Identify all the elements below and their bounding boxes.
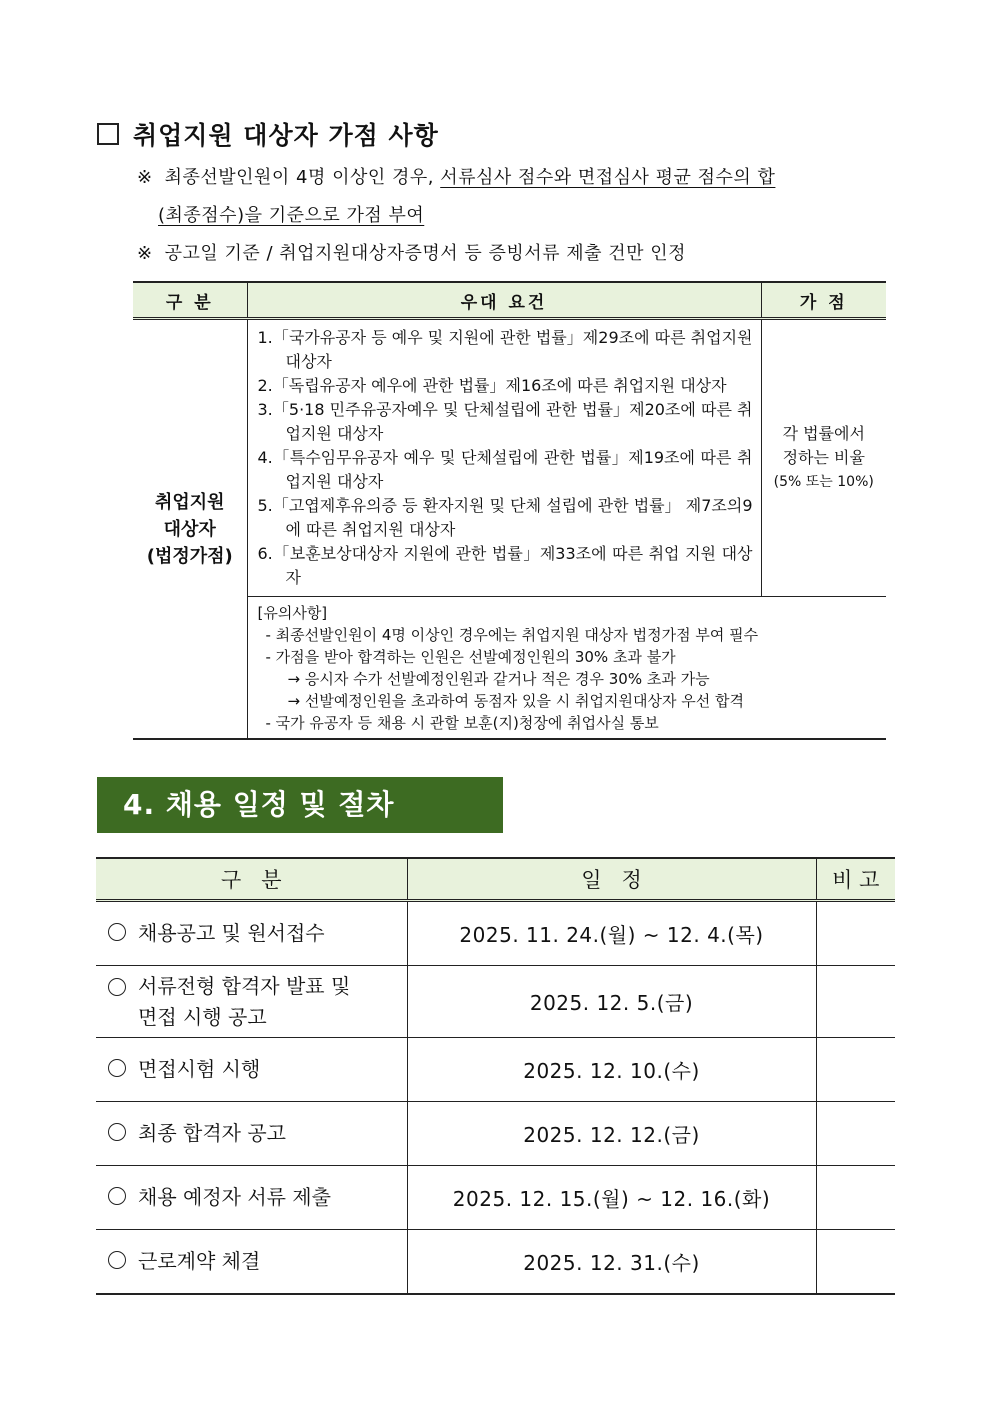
reference-mark: ※	[137, 243, 153, 264]
circle-bullet-icon	[108, 978, 126, 996]
list-item: 5.「고엽제후유의증 등 환자지원 및 단체 설립에 관한 법률」 제7조의9에 따른 취업지원 대상자	[257, 496, 753, 539]
stage-remarks	[816, 1166, 895, 1230]
table-row	[96, 1230, 895, 1295]
stage-date: 2025. 11. 24.(월) ~ 12. 4.(목)	[407, 901, 816, 966]
stage-date: 2025. 12. 5.(금)	[407, 966, 816, 1038]
table-header-row	[133, 282, 886, 319]
stage-label: 채용 예정자 서류 제출	[138, 1185, 331, 1209]
header-points: 가 점	[761, 282, 886, 319]
header-stage: 구 분	[96, 858, 407, 901]
table-row	[96, 1102, 895, 1166]
note-1-underlined: 서류심사 점수와 면접심사 평균 점수의 합	[440, 167, 776, 188]
caution-title: [유의사항]	[257, 604, 328, 622]
table-header-row	[96, 858, 895, 901]
points-cell: 각 법률에서 정하는 비율 (5% 또는 10%)	[761, 319, 886, 597]
reference-mark: ※	[137, 167, 153, 188]
table-row	[96, 1038, 895, 1102]
list-item: 3.「5·18 민주유공자예우 및 단체설립에 관한 법률」제20조에 따른 취업지원 대상자	[257, 400, 753, 443]
circle-bullet-icon	[108, 923, 126, 941]
list-item: 2.「독립유공자 예우에 관한 법률」제16조에 따른 취업지원 대상자	[257, 376, 727, 395]
list-item: 1.「국가유공자 등 예우 및 지원에 관한 법률」제29조에 따른 취업지원 대상자	[257, 328, 753, 371]
stage-date: 2025. 12. 10.(수)	[407, 1038, 816, 1102]
stage-label: 채용공고 및 원서접수	[138, 921, 325, 945]
stage-remarks	[816, 1038, 895, 1102]
schedule-section-banner: 4. 채용 일정 및 절차	[97, 777, 503, 833]
stage-remarks	[816, 1102, 895, 1166]
stage-remarks	[816, 966, 895, 1038]
circle-bullet-icon	[108, 1123, 126, 1141]
stage-date: 2025. 12. 12.(금)	[407, 1102, 816, 1166]
stage-remarks	[816, 901, 895, 966]
circle-bullet-icon	[108, 1187, 126, 1205]
circle-bullet-icon	[108, 1251, 126, 1269]
table-row	[96, 901, 895, 966]
stage-remarks	[816, 1230, 895, 1295]
stage-date: 2025. 12. 15.(월) ~ 12. 16.(화)	[407, 1166, 816, 1230]
stage-label: 최종 합격자 공고	[138, 1121, 286, 1145]
note-2: ※ 공고일 기준 / 취업지원대상자증명서 등 증빙서류 제출 건만 인정	[137, 243, 687, 264]
table-row	[133, 319, 886, 597]
list-item: 6.「보훈보상대상자 지원에 관한 법률」제33조에 따른 취업 지원 대상자	[257, 544, 753, 587]
table-row	[96, 1166, 895, 1230]
section-title: 취업지원 대상자 가점 사항	[97, 116, 439, 152]
stage-label: 근로계약 체결	[138, 1249, 261, 1273]
header-requirement: 우대 요건	[247, 282, 761, 319]
requirements-cell	[247, 319, 761, 597]
bonus-points-table	[133, 281, 886, 740]
stage-label: 면접시험 시행	[138, 1057, 261, 1081]
table-row: 서류전형 합격자 발표 및 면접 시행 공고 2025. 12. 5.(금)	[96, 966, 895, 1038]
stage-date: 2025. 12. 31.(수)	[407, 1230, 816, 1295]
header-date: 일 정	[407, 858, 816, 901]
header-category: 구 분	[133, 282, 247, 319]
note-1: ※ 최종선발인원이 4명 이상인 경우, 서류심사 점수와 면접심사 평균 점수의 합	[137, 167, 776, 188]
caution-cell: [유의사항] - 최종선발인원이 4명 이상인 경우에는 취업지원 대상자 법정가점 부여 필수 - 가점을 받아 합격하는 인원은 선발예정인원의 30% 초과 불가 → 응시자 수가 선발예정인원과 같거나 적은 경우 30% 초과 가능 → 선발예정인원을 초과하여 동점자 있을 시 취업지원대상자 우선 합격 - 국가 유공자 등 채용 시 관할 보훈(지)청장에 취업사실 통보	[247, 597, 886, 740]
schedule-table	[96, 857, 895, 1295]
note-1-cont: (최종점수)을 기준으로 가점 부여	[158, 205, 425, 226]
checkbox-square-icon	[97, 123, 119, 145]
circle-bullet-icon	[108, 1059, 126, 1077]
category-cell: 취업지원 대상자 (법정가점)	[133, 319, 247, 740]
list-item: 4.「특수임무유공자 예우 및 단체설립에 관한 법률」제19조에 따른 취업지원 대상자	[257, 448, 753, 491]
header-remarks: 비 고	[816, 858, 895, 901]
stage-label: 서류전형 합격자 발표 및	[138, 973, 351, 998]
